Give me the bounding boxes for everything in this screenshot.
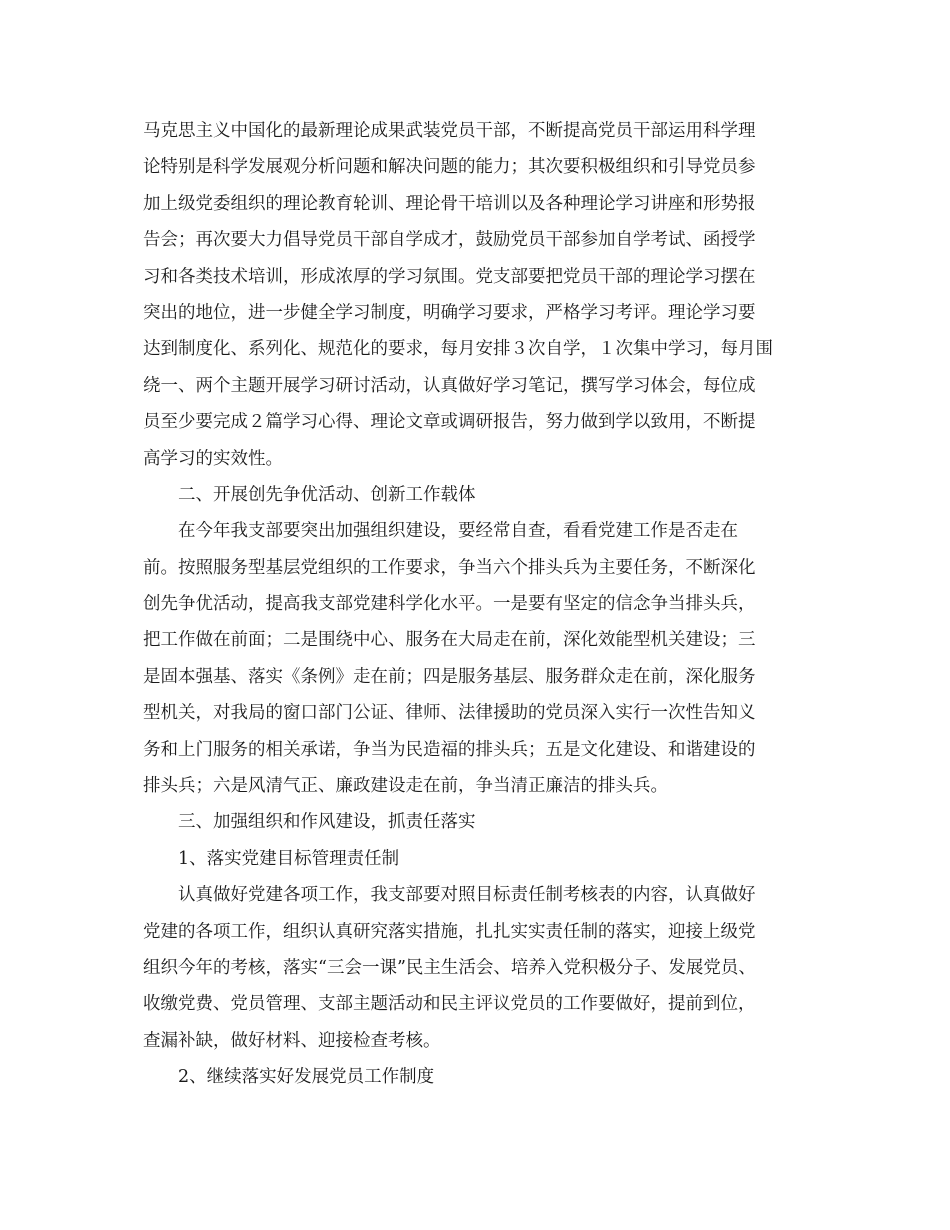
text-line: 认真做好党建各项工作，我支部要对照目标责任制考核表的内容，认真做好 <box>178 885 756 906</box>
document-body <box>143 113 803 1096</box>
text-line: 创先争优活动，提高我支部党建科学化水平。一是要有坚定的信念争当排头兵， <box>143 594 756 615</box>
text-line: 马克思主义中国化的最新理论成果武装党员干部，不断提高党员干部运用科学理 <box>143 121 756 141</box>
text-line: 务和上门服务的相关承诺，争当为民造福的排头兵；五是文化建设、和谐建设的 <box>143 739 756 760</box>
text-line: 排头兵；六是风清气正、廉政建设走在前，争当清正廉洁的排头兵。 <box>143 776 668 797</box>
text-line: 习和各类技术培训，形成浓厚的学习氛围。党支部要把党员干部的理论学习摆在 <box>143 266 756 287</box>
text-line: 在今年我支部要突出加强组织建设，要经常自查，看看党建工作是否走在 <box>178 521 738 542</box>
section-heading: 二、开展创先争优活动、创新工作载体 <box>178 484 476 505</box>
text-line: 是固本强基、落实《条例》走在前；四是服务基层、服务群众走在前，深化服务 <box>143 666 756 687</box>
text-line: 突出的地位，进一步健全学习制度，明确学习要求，严格学习考评。理论学习要 <box>143 302 756 323</box>
text-line: 把工作做在前面；二是围绕中心、服务在大局走在前，深化效能型机关建设；三 <box>143 630 756 651</box>
section-heading: 三、加强组织和作风建设，抓责任落实 <box>178 812 476 833</box>
text-line: 加上级党委组织的理论教育轮训、理论骨干培训以及各种理论学习讲座和形势报 <box>143 193 756 214</box>
text-line: 党建的各项工作，组织认真研究落实措施，扎扎实实责任制的落实，迎接上级党 <box>143 921 756 942</box>
text-line: 型机关，对我局的窗口部门公证、律师、法律援助的党员深入实行一次性告知义 <box>143 703 756 724</box>
text-line: 高学习的实效性。 <box>143 448 283 469</box>
text-line: 前。按照服务型基层党组织的工作要求，争当六个排头兵为主要任务，不断深化 <box>143 557 756 578</box>
text-line: 员至少要完成２篇学习心得、理论文章或调研报告，努力做到学以致用，不断提 <box>143 412 756 433</box>
text-line: 告会；再次要大力倡导党员干部自学成才，鼓励党员干部参加自学考试、函授学 <box>143 230 756 251</box>
text-line: 查漏补缺，做好材料、迎接检查考核。 <box>143 1030 441 1051</box>
subsection-heading: 2、继续落实好发展党员工作制度 <box>178 1067 435 1088</box>
text-line: 绕一、两个主题开展学习研讨活动，认真做好学习笔记，撰写学习体会，每位成 <box>143 375 756 396</box>
text-line: 论特别是科学发展观分析问题和解决问题的能力；其次要积极组织和引导党员参 <box>143 157 756 178</box>
text-line: 收缴党费、党员管理、支部主题活动和民主评议党员的工作要做好，提前到位， <box>143 994 756 1015</box>
text-line: 达到制度化、系列化、规范化的要求，每月安排３次自学，１次集中学习，每月围 <box>143 339 773 360</box>
text-line: 组织今年的考核，落实“三会一课”民主生活会、培养入党积极分子、发展党员、 <box>143 957 756 978</box>
subsection-heading: 1、落实党建目标管理责任制 <box>178 848 400 869</box>
